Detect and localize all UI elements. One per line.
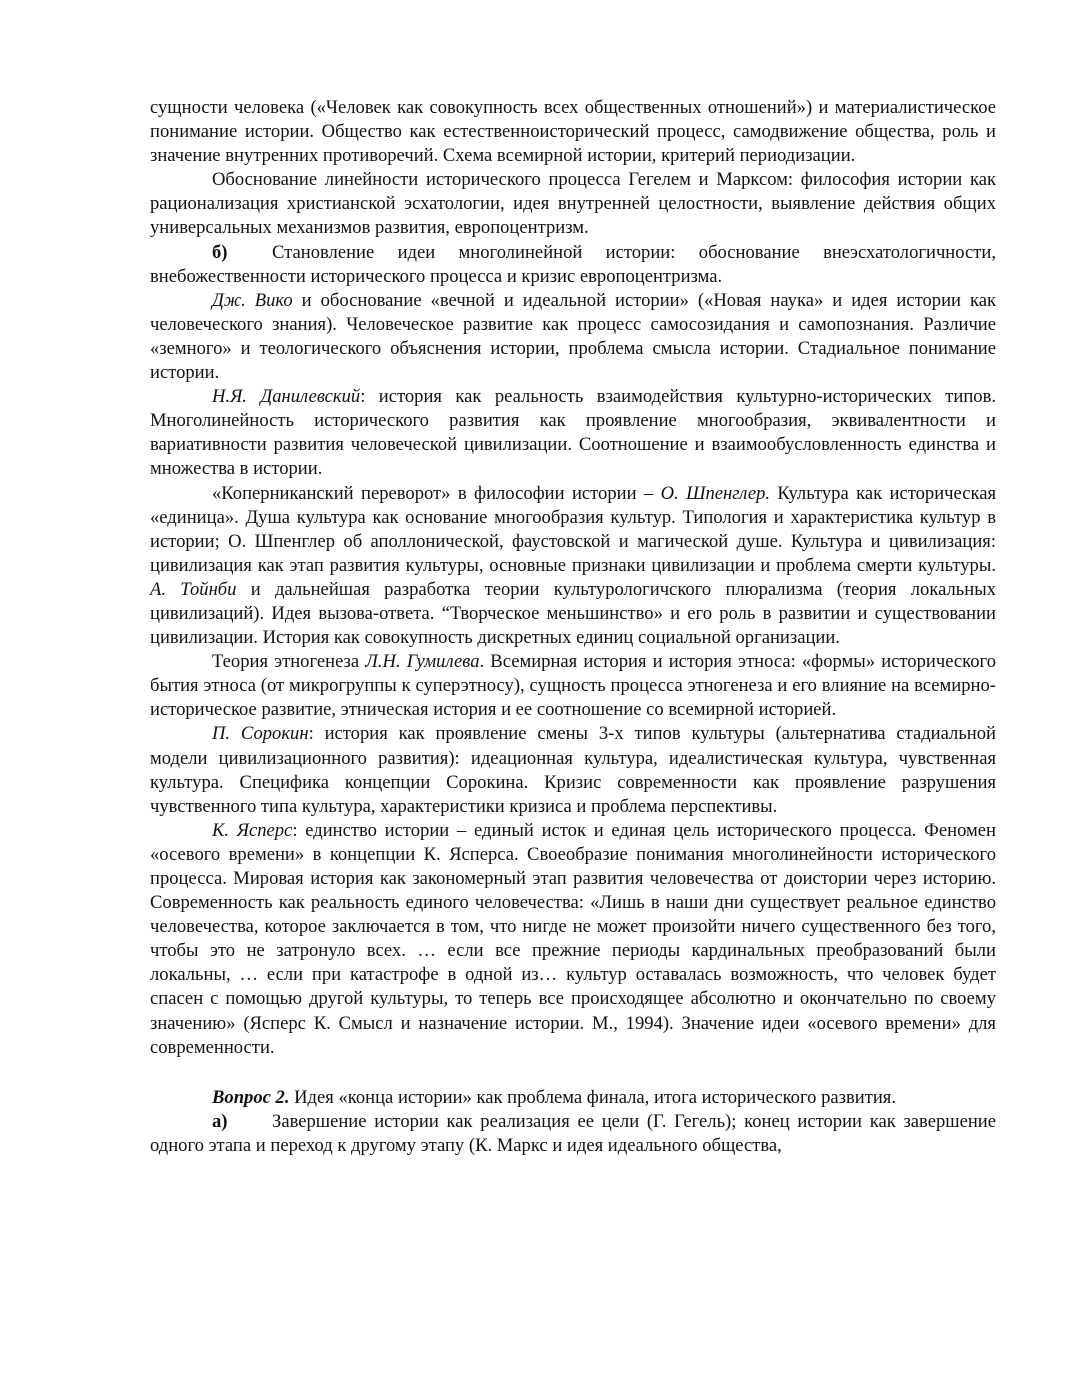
gumilev-text: . Всемирная история и история этноса: «формы» исторического бытия этноса (от микрогруппы к суперэтносу), сущность процесса этногенеза и его влияние на всемирно-историческое развитие, этническая история и ее соотношение со всемирной историей. <box>150 651 997 721</box>
paragraph-vico <box>150 289 996 385</box>
item-b-text: Становление идеи многолинейной истории: обоснование внеэсхатологичности, внебожественности исторического процесса и кризис европоцентризма. <box>150 241 996 287</box>
author-vico: Дж. Вико <box>212 289 293 311</box>
author-danilevsky: Н.Я. Данилевский <box>212 386 361 408</box>
paragraph-gumilev <box>150 650 996 722</box>
danilevsky-text: : история как реальность взаимодействия культурно-исторических типов. Многолинейность исторического развития как проявление многообразия, эквивалентности и вариативности развития человеческой цивилизации. Соотношение и взаимообусловленность единства и множества в истории. <box>150 386 997 480</box>
toynbee-text: и дальнейшая разработка теории культурологичского плюрализма (теория локальных цивилизаций). Идея вызова-ответа. “Творческое меньшинство» и его роль в развитии и существовании цивилизации. История как совокупность дискретных единиц социальной организации. <box>150 578 996 649</box>
question-2-label: Вопрос 2. <box>212 1086 290 1108</box>
paragraph-danilevsky <box>150 385 996 481</box>
paragraph-spengler-toynbee <box>150 482 996 651</box>
paragraph-multilinear <box>150 241 996 289</box>
paragraph-linearity: Обоснование линейности исторического процесса Гегелем и Марксом: философия истории как рационализация христианской эсхатологии, идея внутренней целостности, выявление действия общих универсальных механизмов развития, европоцентризм. <box>150 169 996 239</box>
author-jaspers: К. Ясперс <box>212 819 293 841</box>
item-label-a: а) <box>212 1110 228 1132</box>
document-page <box>150 96 996 1158</box>
paragraph-sorokin <box>150 722 996 818</box>
author-toynbee: А. Тойнби <box>150 578 237 600</box>
question-2-heading <box>150 1086 996 1110</box>
paragraph-jaspers <box>150 819 996 1060</box>
item-a-text: Завершение истории как реализация ее цели (Г. Гегель); конец истории как завершение одного этапа и переход к другому этапу (К. Маркс и идея идеального общества, <box>150 1110 996 1156</box>
paragraph-marx-summary: сущности человека («Человек как совокупность всех общественных отношений») и материалистическое понимание истории. Общество как естественноисторический процесс, самодвижение общества, роль и значение внутренних противоречий. Схема всемирной истории, критерий периодизации. <box>150 97 996 167</box>
item-label-b: б) <box>212 241 228 263</box>
vico-text: и обоснование «вечной и идеальной истории» («Новая наука» и идея истории как человеческого знания). Человеческое развитие как процесс самосозидания и самопознания. Различие «земного» и теологического объяснения истории, проблема смысла истории. Стадиальное понимание истории. <box>150 289 996 384</box>
author-spengler: О. Шпенглер. <box>660 482 771 504</box>
section-gap <box>150 1060 996 1086</box>
jaspers-text: : единство истории – единый исток и единая цель исторического процесса. Феномен «осевого времени» в концепции К. Ясперса. Своеобразие понимания многолинейности исторического процесса. Мировая история как закономерный этап развития человечества от доистории через историю. Современность как реальность единого человечества: «Лишь в наши дни существует реальное единство человечества, которое заключается в том, что нигде не может произойти ничего существенного без того, чтобы это не затронуло всех. … если все прежние периоды кардинальных преобразований были локальны, … если при катастрофе в одной из… культур оставалась возможность, что человек будет спасен с помощью другой культуры, то теперь все происходящее абсолютно и окончательно по своему значению» (Ясперс К. Смысл и назначение истории. М., 1994). Значение идеи «осевого времени» для современности. <box>150 819 996 1058</box>
question-2-text: Идея «конца истории» как проблема финала, итога исторического развития. <box>289 1086 896 1108</box>
spengler-intro: «Коперниканский переворот» в философии истории – <box>212 482 661 504</box>
author-sorokin: П. Сорокин <box>212 723 309 745</box>
paragraph-end-of-history <box>150 1110 996 1158</box>
gumilev-intro: Теория этногенеза <box>212 651 366 673</box>
sorokin-text: : история как проявление смены 3-х типов культуры (альтернатива стадиальной модели цивилизационного развития): идеационная культура, идеалистическая культура, чувственная культура. Специфика концепции Сорокина. Кризис современности как проявление разрушения чувственного типа культура, характеристики кризиса и проблема перспективы. <box>150 723 996 817</box>
spengler-text: Культура как историческая «единица». Душа культура как основание многообразия культур. Типология и характеристика культур в истории; О. Шпенглер об аполлонической, фаустовской и магической душе. Культура и цивилизация: цивилизация как этап развития культуры, основные признаки цивилизации и проблема смерти культуры. <box>150 482 997 576</box>
author-gumilev: Л.Н. Гумилева <box>365 651 480 673</box>
